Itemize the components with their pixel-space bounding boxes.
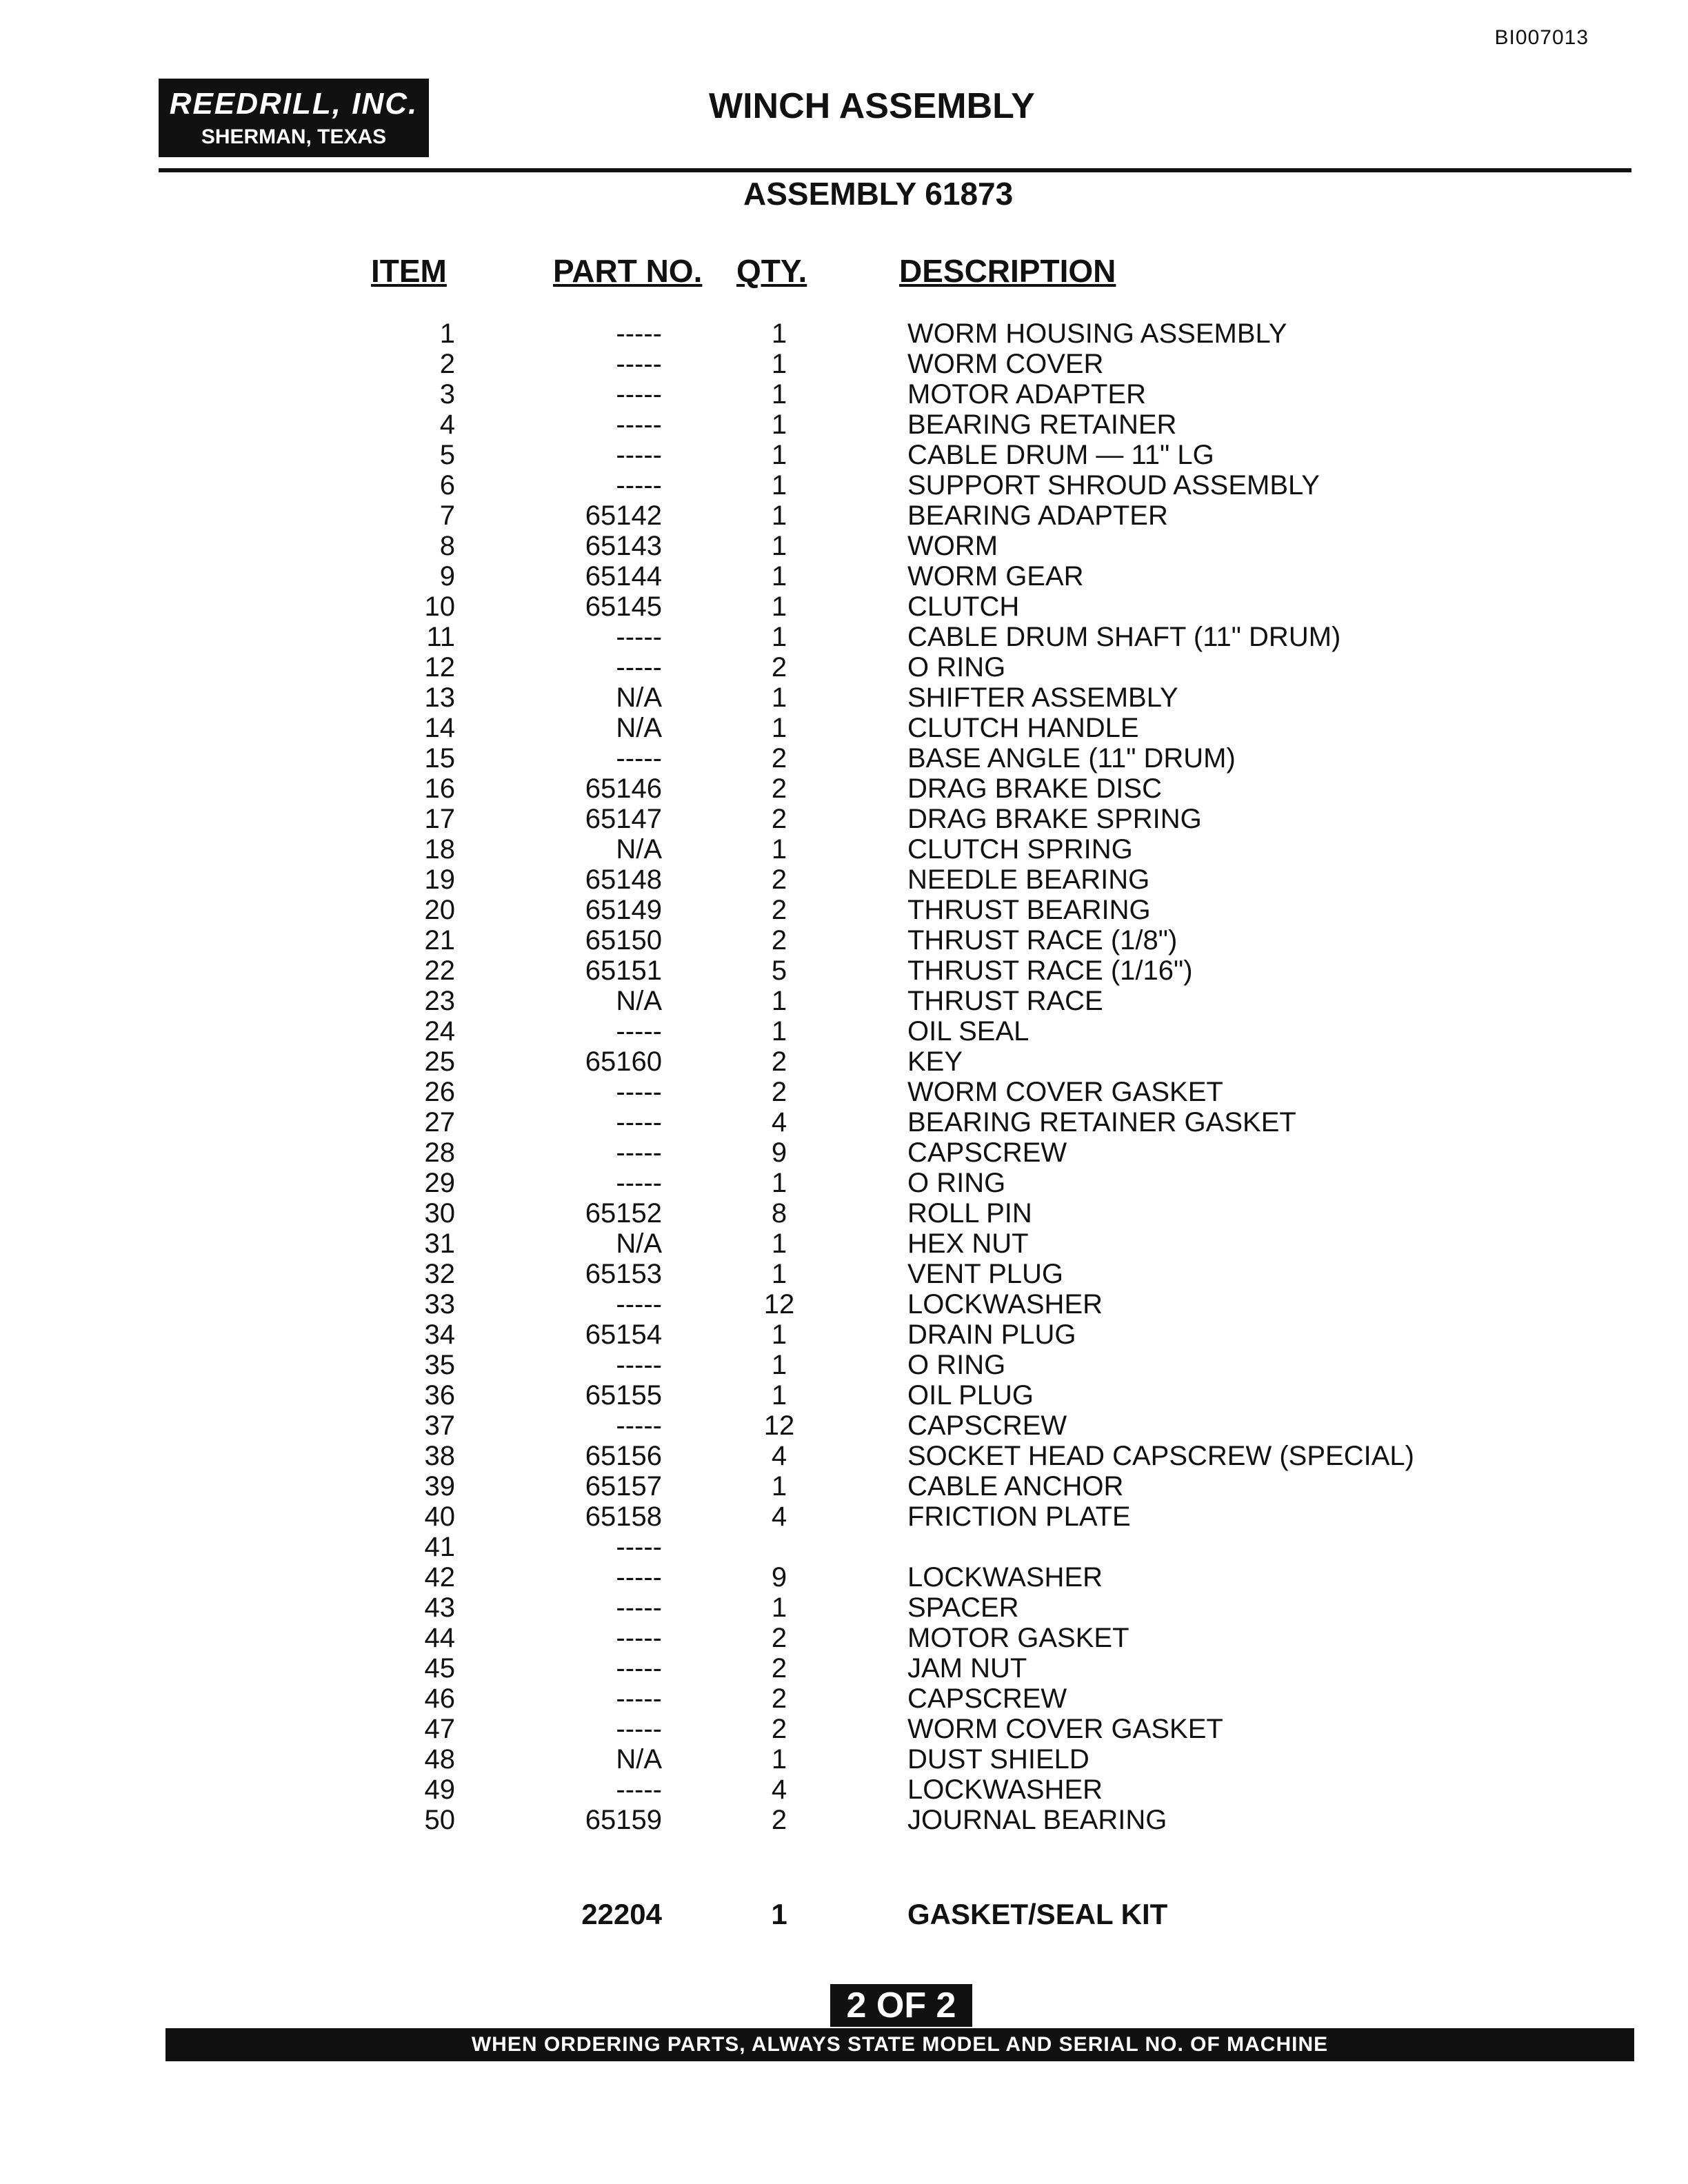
part-number: ----- (616, 440, 662, 470)
part-number: 65156 (585, 1441, 662, 1471)
item-number: 35 (424, 1350, 455, 1380)
quantity: 1 (771, 379, 787, 410)
quantity: 1 (771, 986, 787, 1016)
quantity: 5 (771, 956, 787, 986)
table-row (0, 1289, 1688, 1320)
item-number: 40 (424, 1502, 455, 1532)
column-header-description: DESCRIPTION (899, 253, 1116, 289)
quantity: 2 (771, 895, 787, 925)
table-row (0, 1350, 1688, 1380)
part-number: 65149 (585, 895, 662, 925)
quantity: 4 (771, 1441, 787, 1471)
part-number: ----- (616, 1016, 662, 1046)
item-number: 30 (424, 1198, 455, 1228)
item-number: 42 (424, 1562, 455, 1593)
item-number: 1 (439, 318, 455, 349)
quantity: 2 (771, 865, 787, 895)
quantity: 4 (771, 1107, 787, 1138)
description: NEEDLE BEARING (907, 865, 1150, 895)
part-number: ----- (616, 622, 662, 652)
table-row (0, 1593, 1688, 1623)
quantity: 1 (771, 1471, 787, 1502)
quantity: 2 (771, 743, 787, 774)
quantity: 2 (771, 1714, 787, 1744)
table-row (0, 1744, 1688, 1775)
part-number: 65157 (585, 1471, 662, 1502)
item-number: 47 (424, 1714, 455, 1744)
table-row (0, 622, 1688, 652)
description: MOTOR ADAPTER (907, 379, 1146, 410)
table-row (0, 713, 1688, 743)
part-number: ----- (616, 1623, 662, 1653)
table-row (0, 349, 1688, 379)
part-number: 65158 (585, 1502, 662, 1532)
table-row (0, 1805, 1688, 1835)
quantity: 1 (771, 1016, 787, 1046)
quantity: 8 (771, 1198, 787, 1228)
table-row (0, 1684, 1688, 1714)
quantity: 1 (771, 682, 787, 713)
column-header-part-no: PART NO. (553, 253, 703, 289)
description: WORM COVER (907, 349, 1104, 379)
quantity: 1 (771, 410, 787, 440)
item-number: 22 (424, 956, 455, 986)
description: WORM COVER GASKET (907, 1714, 1223, 1744)
table-row (0, 1410, 1688, 1441)
quantity: 1 (771, 1168, 787, 1198)
part-number: ----- (616, 743, 662, 774)
item-number: 50 (424, 1805, 455, 1835)
table-row (0, 1259, 1688, 1289)
quantity: 9 (771, 1562, 787, 1593)
item-number: 6 (439, 470, 455, 501)
kit-qty: 1 (771, 1898, 787, 1930)
description: BEARING ADAPTER (907, 501, 1168, 531)
quantity: 1 (771, 1320, 787, 1350)
part-number: ----- (616, 1077, 662, 1107)
description: CLUTCH HANDLE (907, 713, 1139, 743)
table-row (0, 1471, 1688, 1502)
quantity: 1 (771, 561, 787, 592)
part-number: N/A (616, 1744, 662, 1775)
part-number: ----- (616, 1138, 662, 1168)
quantity: 2 (771, 925, 787, 956)
table-row (0, 1562, 1688, 1593)
column-header-item: ITEM (371, 253, 447, 289)
part-number: 65143 (585, 531, 662, 561)
quantity: 1 (771, 834, 787, 865)
item-number: 39 (424, 1471, 455, 1502)
item-number: 44 (424, 1623, 455, 1653)
table-row (0, 1623, 1688, 1653)
table-row (0, 1441, 1688, 1471)
description: LOCKWASHER (907, 1775, 1103, 1805)
part-number: 65159 (585, 1805, 662, 1835)
description: O RING (907, 1350, 1006, 1380)
quantity: 4 (771, 1502, 787, 1532)
item-number: 10 (424, 592, 455, 622)
quantity: 2 (771, 1046, 787, 1077)
description: DRAG BRAKE SPRING (907, 804, 1202, 834)
item-number: 48 (424, 1744, 455, 1775)
item-number: 20 (424, 895, 455, 925)
part-number: 65160 (585, 1046, 662, 1077)
quantity: 2 (771, 652, 787, 682)
quantity: 1 (771, 318, 787, 349)
item-number: 46 (424, 1684, 455, 1714)
description: DUST SHIELD (907, 1744, 1089, 1775)
table-row (0, 743, 1688, 774)
quantity: 1 (771, 470, 787, 501)
item-number: 29 (424, 1168, 455, 1198)
description: WORM HOUSING ASSEMBLY (907, 318, 1287, 349)
description: DRAG BRAKE DISC (907, 774, 1162, 804)
part-number: ----- (616, 1562, 662, 1593)
table-row (0, 1775, 1688, 1805)
part-number: ----- (616, 410, 662, 440)
table-row (0, 1198, 1688, 1228)
part-number: 65152 (585, 1198, 662, 1228)
item-number: 12 (424, 652, 455, 682)
part-number: 65145 (585, 592, 662, 622)
item-number: 27 (424, 1107, 455, 1138)
table-row (0, 501, 1688, 531)
item-number: 3 (439, 379, 455, 410)
item-number: 18 (424, 834, 455, 865)
table-row (0, 774, 1688, 804)
item-number: 21 (424, 925, 455, 956)
item-number: 9 (439, 561, 455, 592)
part-number: 65147 (585, 804, 662, 834)
quantity: 1 (771, 440, 787, 470)
part-number: N/A (616, 1228, 662, 1259)
quantity: 1 (771, 1380, 787, 1410)
item-number: 26 (424, 1077, 455, 1107)
part-number: 65150 (585, 925, 662, 956)
footer-notice: WHEN ORDERING PARTS, ALWAYS STATE MODEL AND SERIAL NO. OF MACHINE (165, 2028, 1634, 2061)
company-logo (159, 79, 429, 157)
part-number: 65142 (585, 501, 662, 531)
company-location: SHERMAN, TEXAS (201, 125, 387, 148)
description: VENT PLUG (907, 1259, 1063, 1289)
description: SOCKET HEAD CAPSCREW (SPECIAL) (907, 1441, 1414, 1471)
part-number: ----- (616, 1714, 662, 1744)
table-row (0, 1228, 1688, 1259)
description: DRAIN PLUG (907, 1320, 1076, 1350)
table-row (0, 1016, 1688, 1046)
description: O RING (907, 1168, 1006, 1198)
description: SUPPORT SHROUD ASSEMBLY (907, 470, 1320, 501)
item-number: 32 (424, 1259, 455, 1289)
kit-row (0, 1897, 1688, 1932)
item-number: 24 (424, 1016, 455, 1046)
quantity: 1 (771, 713, 787, 743)
quantity: 9 (771, 1138, 787, 1168)
header-divider (159, 168, 1631, 172)
part-number: 65153 (585, 1259, 662, 1289)
table-row (0, 1714, 1688, 1744)
quantity: 2 (771, 1653, 787, 1684)
item-number: 16 (424, 774, 455, 804)
description: THRUST RACE (1/8") (907, 925, 1178, 956)
part-number: ----- (616, 1410, 662, 1441)
description: BEARING RETAINER (907, 410, 1177, 440)
item-number: 38 (424, 1441, 455, 1471)
description: CABLE ANCHOR (907, 1471, 1124, 1502)
description: THRUST RACE (907, 986, 1103, 1016)
item-number: 49 (424, 1775, 455, 1805)
description: WORM (907, 531, 998, 561)
description: CAPSCREW (907, 1138, 1067, 1168)
quantity: 1 (771, 1259, 787, 1289)
table-row (0, 1532, 1688, 1562)
table-row (0, 1168, 1688, 1198)
table-row (0, 1138, 1688, 1168)
description: ROLL PIN (907, 1198, 1032, 1228)
quantity: 1 (771, 501, 787, 531)
item-number: 28 (424, 1138, 455, 1168)
part-number: 65151 (585, 956, 662, 986)
description: O RING (907, 652, 1006, 682)
quantity: 2 (771, 804, 787, 834)
quantity: 2 (771, 1684, 787, 1714)
description: SHIFTER ASSEMBLY (907, 682, 1178, 713)
item-number: 17 (424, 804, 455, 834)
table-row (0, 561, 1688, 592)
description: THRUST RACE (1/16") (907, 956, 1193, 986)
item-number: 2 (439, 349, 455, 379)
quantity: 1 (771, 349, 787, 379)
table-row (0, 440, 1688, 470)
table-row (0, 531, 1688, 561)
table-row (0, 1380, 1688, 1410)
description: JOURNAL BEARING (907, 1805, 1167, 1835)
item-number: 13 (424, 682, 455, 713)
item-number: 31 (424, 1228, 455, 1259)
table-row (0, 1320, 1688, 1350)
part-number: 65146 (585, 774, 662, 804)
table-row (0, 834, 1688, 865)
parts-list (0, 318, 1688, 1835)
part-number: N/A (616, 713, 662, 743)
company-name: REEDRILL, INC. (169, 87, 419, 121)
table-row (0, 925, 1688, 956)
part-number: ----- (616, 1350, 662, 1380)
table-row (0, 1077, 1688, 1107)
description: MOTOR GASKET (907, 1623, 1129, 1653)
part-number: ----- (616, 318, 662, 349)
description: CLUTCH SPRING (907, 834, 1133, 865)
item-number: 14 (424, 713, 455, 743)
quantity: 1 (771, 1744, 787, 1775)
part-number: ----- (616, 1593, 662, 1623)
item-number: 15 (424, 743, 455, 774)
quantity: 1 (771, 592, 787, 622)
item-number: 5 (439, 440, 455, 470)
part-number: 65154 (585, 1320, 662, 1350)
part-number: ----- (616, 349, 662, 379)
description: OIL SEAL (907, 1016, 1029, 1046)
item-number: 4 (439, 410, 455, 440)
description: SPACER (907, 1593, 1019, 1623)
quantity: 2 (771, 774, 787, 804)
description: CABLE DRUM SHAFT (11" DRUM) (907, 622, 1341, 652)
description: LOCKWASHER (907, 1562, 1103, 1593)
quantity: 4 (771, 1775, 787, 1805)
table-row (0, 682, 1688, 713)
table-row (0, 592, 1688, 622)
item-number: 43 (424, 1593, 455, 1623)
part-number: ----- (616, 1684, 662, 1714)
description: WORM GEAR (907, 561, 1084, 592)
part-number: N/A (616, 682, 662, 713)
document-id: BI007013 (1494, 26, 1589, 49)
part-number: ----- (616, 1775, 662, 1805)
quantity: 2 (771, 1805, 787, 1835)
item-number: 25 (424, 1046, 455, 1077)
item-number: 45 (424, 1653, 455, 1684)
quantity: 1 (771, 1228, 787, 1259)
quantity: 1 (771, 622, 787, 652)
quantity: 1 (771, 1350, 787, 1380)
description: BASE ANGLE (11" DRUM) (907, 743, 1236, 774)
column-header-qty: QTY. (736, 253, 807, 289)
item-number: 34 (424, 1320, 455, 1350)
page-title: WINCH ASSEMBLY (709, 86, 1035, 126)
quantity: 2 (771, 1623, 787, 1653)
quantity: 12 (763, 1289, 795, 1320)
table-row (0, 1107, 1688, 1138)
part-number: N/A (616, 986, 662, 1016)
description: OIL PLUG (907, 1380, 1034, 1410)
item-number: 33 (424, 1289, 455, 1320)
part-number: ----- (616, 1107, 662, 1138)
description: CAPSCREW (907, 1684, 1067, 1714)
part-number: ----- (616, 379, 662, 410)
part-number: 65148 (585, 865, 662, 895)
part-number: N/A (616, 834, 662, 865)
description: CABLE DRUM — 11" LG (907, 440, 1214, 470)
description: LOCKWASHER (907, 1289, 1103, 1320)
table-row (0, 318, 1688, 349)
page-indicator: 2 OF 2 (830, 1984, 972, 2027)
table-row (0, 1502, 1688, 1532)
part-number: ----- (616, 1289, 662, 1320)
part-number: ----- (616, 1653, 662, 1684)
table-row (0, 1653, 1688, 1684)
description: CAPSCREW (907, 1410, 1067, 1441)
table-row (0, 986, 1688, 1016)
quantity: 1 (771, 1593, 787, 1623)
table-row (0, 652, 1688, 682)
item-number: 8 (439, 531, 455, 561)
table-row (0, 410, 1688, 440)
quantity: 2 (771, 1077, 787, 1107)
table-row (0, 379, 1688, 410)
kit-description: GASKET/SEAL KIT (907, 1898, 1168, 1930)
description: HEX NUT (907, 1228, 1029, 1259)
table-row (0, 956, 1688, 986)
quantity: 1 (771, 531, 787, 561)
item-number: 37 (424, 1410, 455, 1441)
description: FRICTION PLATE (907, 1502, 1131, 1532)
description: THRUST BEARING (907, 895, 1151, 925)
description: CLUTCH (907, 592, 1020, 622)
item-number: 7 (439, 501, 455, 531)
table-row (0, 470, 1688, 501)
table-row (0, 804, 1688, 834)
item-number: 41 (424, 1532, 455, 1562)
description: BEARING RETAINER GASKET (907, 1107, 1296, 1138)
part-number: ----- (616, 470, 662, 501)
part-number: 65155 (585, 1380, 662, 1410)
part-number: ----- (616, 652, 662, 682)
item-number: 36 (424, 1380, 455, 1410)
description: JAM NUT (907, 1653, 1027, 1684)
part-number: 65144 (585, 561, 662, 592)
item-number: 23 (424, 986, 455, 1016)
part-number: ----- (616, 1168, 662, 1198)
assembly-number: ASSEMBLY 61873 (743, 176, 1014, 212)
table-row (0, 895, 1688, 925)
table-row (0, 865, 1688, 895)
item-number: 11 (426, 622, 455, 652)
table-row (0, 1046, 1688, 1077)
part-number: ----- (616, 1532, 662, 1562)
description: KEY (907, 1046, 963, 1077)
description: WORM COVER GASKET (907, 1077, 1223, 1107)
item-number: 19 (424, 865, 455, 895)
kit-part-number: 22204 (581, 1898, 662, 1930)
quantity: 12 (763, 1410, 795, 1441)
